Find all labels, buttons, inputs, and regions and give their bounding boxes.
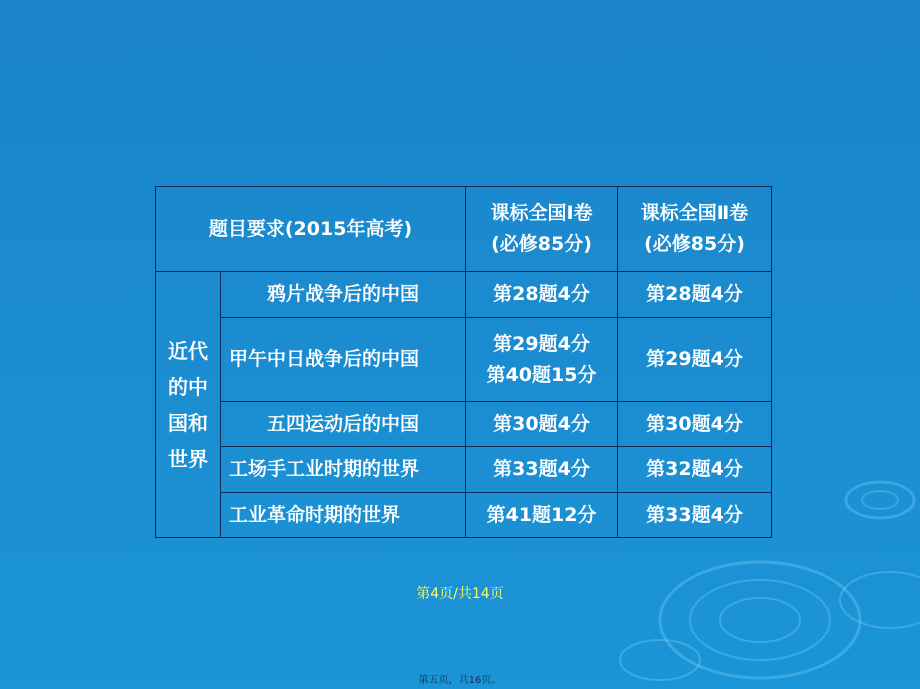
table-row — [156, 402, 772, 447]
paper1-cell — [466, 402, 618, 447]
topic-cell: 工业革命时期的世界 — [221, 493, 466, 538]
paper1-cell — [466, 318, 618, 402]
paper1-cell — [466, 272, 618, 318]
topic-cell: 甲午中日战争后的中国 — [221, 318, 466, 402]
paper2-cell: 第33题4分 — [618, 493, 772, 538]
table-row — [156, 447, 772, 493]
header-paper1 — [466, 187, 618, 272]
paper2-cell: 第28题4分 — [618, 272, 772, 318]
paper2-cell: 第29题4分 — [618, 318, 772, 402]
topic-cell: 五四运动后的中国 — [221, 402, 466, 447]
paper2-cell: 第32题4分 — [618, 447, 772, 493]
group-label-line: 国和 — [168, 410, 208, 435]
paper1-cell — [466, 493, 618, 538]
group-label-line: 近代 — [168, 338, 208, 363]
table-row — [156, 318, 772, 402]
topic-cell: 鸦片战争后的中国 — [221, 272, 466, 318]
paper1-value: 第40题15分 — [486, 363, 597, 386]
footer-note: 第五页，共16页。 — [418, 675, 502, 686]
header-requirement: 题目要求(2015年高考) — [156, 187, 466, 272]
table-row — [156, 272, 772, 318]
paper1-value: 第33题4分 — [493, 458, 590, 480]
table-header-row — [156, 187, 772, 272]
paper1-value: 第28题4分 — [493, 283, 590, 305]
header-paper2-subtitle: (必修85分) — [644, 233, 745, 255]
header-paper1-subtitle: (必修85分) — [491, 233, 592, 255]
paper1-cell — [466, 447, 618, 493]
table-row — [156, 493, 772, 538]
paper1-value: 第29题4分 — [493, 332, 590, 355]
paper1-value: 第30题4分 — [493, 412, 590, 435]
exam-topic-table-container — [155, 186, 771, 537]
exam-topic-table — [155, 186, 772, 538]
group-label — [156, 272, 221, 538]
topic-cell: 工场手工业时期的世界 — [221, 447, 466, 493]
group-label-line: 世界 — [168, 446, 208, 471]
header-paper2 — [618, 187, 772, 272]
group-label-line: 的中 — [168, 374, 208, 399]
paper2-cell: 第30题4分 — [618, 402, 772, 447]
paper1-value: 第41题12分 — [486, 503, 597, 526]
header-paper1-title: 课标全国Ⅰ卷 — [490, 202, 593, 224]
page-indicator: 第4页/共14页 — [416, 586, 504, 602]
header-paper2-title: 课标全国Ⅱ卷 — [640, 202, 749, 224]
